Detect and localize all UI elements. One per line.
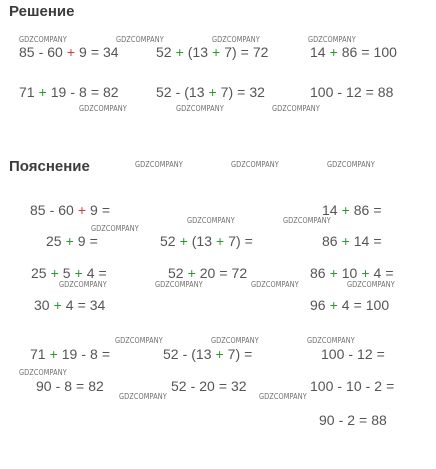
equation-term: 14	[353, 233, 370, 249]
solution-equation	[156, 44, 268, 60]
plus-sign: +	[329, 265, 338, 281]
equation-term: 100	[321, 346, 345, 362]
solution-equation	[156, 84, 265, 100]
equation-term: 4	[341, 297, 350, 313]
equation-term: 14	[310, 44, 326, 60]
explanation-equation	[36, 378, 104, 394]
equals-sign: =	[373, 202, 382, 218]
plus-sign: +	[77, 202, 87, 218]
equation-term: 88	[377, 84, 394, 100]
plus-sign: +	[215, 346, 224, 362]
plus-sign: +	[208, 84, 217, 100]
explanation-equation	[171, 378, 247, 394]
equation-term: 86	[310, 265, 326, 281]
equation-term: (13	[184, 84, 205, 100]
minus-sign: -	[49, 202, 55, 218]
plus-sign: +	[65, 233, 74, 249]
equation-term: 4	[86, 265, 95, 281]
equation-term: 4	[65, 297, 74, 313]
equals-sign: =	[237, 84, 246, 100]
equation-term: 32	[231, 378, 247, 394]
explanation-equation	[46, 233, 98, 249]
equation-term: 8	[90, 346, 98, 362]
explanation-equation	[322, 233, 382, 249]
watermark: GDZCOMPANY	[135, 160, 183, 169]
equation-term: 52	[160, 233, 176, 249]
watermark: GDZCOMPANY	[19, 35, 67, 44]
minus-sign: -	[55, 378, 61, 394]
plus-sign: +	[361, 265, 370, 281]
watermark: GDZCOMPANY	[155, 280, 203, 289]
equation-term: 2	[347, 412, 356, 428]
minus-sign: -	[81, 346, 87, 362]
watermark: GDZCOMPANY	[116, 35, 164, 44]
watermark: GDZCOMPANY	[251, 280, 299, 289]
explanation-equation	[322, 202, 382, 218]
solution-equation	[310, 84, 393, 100]
equation-term: 96	[310, 297, 326, 313]
equation-term: 52	[163, 346, 179, 362]
plus-sign: +	[49, 346, 58, 362]
minus-sign: -	[70, 84, 76, 100]
equation-term: 88	[371, 412, 387, 428]
plus-sign: +	[212, 44, 221, 60]
equation-term: (13	[191, 346, 212, 362]
plus-sign: +	[50, 265, 59, 281]
watermark: GDZCOMPANY	[91, 224, 139, 233]
solution-equation	[19, 44, 119, 60]
equals-sign: =	[219, 265, 228, 281]
explanation-equation	[321, 346, 385, 362]
equals-sign: =	[101, 346, 110, 362]
equals-sign: =	[90, 84, 99, 100]
equation-term: 8	[79, 84, 87, 100]
equals-sign: =	[373, 233, 382, 249]
equals-sign: =	[101, 202, 110, 218]
explanation-equation	[310, 378, 394, 394]
watermark: GDZCOMPANY	[187, 216, 235, 225]
plus-sign: +	[341, 233, 350, 249]
plus-sign: +	[329, 44, 338, 60]
watermark: GDZCOMPANY	[79, 104, 127, 113]
equation-term: 86	[353, 202, 370, 218]
equation-term: 71	[30, 346, 46, 362]
explanation-equation	[319, 412, 387, 428]
equation-term: 90	[36, 378, 52, 394]
equation-term: 86	[341, 44, 358, 60]
explanation-equation	[160, 233, 253, 249]
plus-sign: +	[179, 233, 188, 249]
watermark: GDZCOMPANY	[259, 392, 307, 401]
equation-term: 5	[62, 265, 71, 281]
equation-term: 85	[19, 44, 35, 60]
minus-sign: -	[365, 378, 371, 394]
equation-term: 10	[341, 265, 358, 281]
equation-term: 2	[374, 378, 383, 394]
equation-term: 34	[103, 44, 119, 60]
equation-term: 52	[171, 378, 187, 394]
equation-term: 85	[30, 202, 46, 218]
equation-term: 52	[168, 265, 184, 281]
equation-term: 100	[373, 44, 397, 60]
equation-term: 60	[58, 202, 74, 218]
equals-sign: =	[240, 44, 249, 60]
explanation-equation	[30, 346, 110, 362]
explanation-equation	[310, 297, 389, 313]
plus-sign: +	[329, 297, 338, 313]
explanation-equation	[163, 346, 252, 362]
equation-term: 12	[346, 84, 362, 100]
equation-term: 52	[156, 84, 172, 100]
solution-heading: Решение	[9, 3, 75, 20]
explanation-equation	[30, 202, 110, 218]
minus-sign: -	[182, 346, 188, 362]
plus-sign: +	[38, 84, 47, 100]
watermark: GDZCOMPANY	[283, 216, 331, 225]
equation-term: 7)	[220, 84, 234, 100]
equation-term: 82	[88, 378, 104, 394]
watermark: GDZCOMPANY	[308, 35, 356, 44]
equation-term: 30	[34, 297, 50, 313]
equals-sign: =	[90, 44, 99, 60]
equals-sign: =	[353, 297, 362, 313]
equation-term: 8	[64, 378, 73, 394]
equals-sign: =	[77, 297, 86, 313]
equation-term: 82	[103, 84, 119, 100]
equation-term: 9	[90, 202, 98, 218]
watermark: GDZCOMPANY	[347, 280, 395, 289]
equation-term: 25	[46, 233, 62, 249]
equation-term: 60	[47, 44, 63, 60]
equation-term: 10	[346, 378, 362, 394]
equals-sign: =	[365, 84, 374, 100]
equation-term: 100	[310, 84, 334, 100]
minus-sign: -	[338, 412, 344, 428]
equation-term: 100	[365, 297, 390, 313]
explanation-equation	[310, 265, 394, 281]
minus-sign: -	[348, 346, 354, 362]
plus-sign: +	[216, 233, 225, 249]
minus-sign: -	[175, 84, 181, 100]
equals-sign: =	[76, 378, 85, 394]
minus-sign: -	[337, 84, 343, 100]
equals-sign: =	[244, 346, 253, 362]
minus-sign: -	[190, 378, 196, 394]
equation-term: 71	[19, 84, 35, 100]
explanation-equation	[31, 265, 107, 281]
explanation-heading: Пояснение	[9, 158, 90, 175]
equation-term: (13	[187, 44, 208, 60]
equals-sign: =	[361, 44, 370, 60]
equation-term: 20	[199, 378, 215, 394]
equation-term: (13	[191, 233, 212, 249]
watermark: GDZCOMPANY	[176, 104, 224, 113]
watermark: GDZCOMPANY	[231, 160, 279, 169]
equation-term: 20	[199, 265, 216, 281]
equation-term: 19	[50, 84, 67, 100]
explanation-equation	[34, 297, 105, 313]
minus-sign: -	[38, 44, 44, 60]
watermark: GDZCOMPANY	[59, 280, 107, 289]
watermark: GDZCOMPANY	[272, 104, 320, 113]
equation-term: 9	[79, 44, 87, 60]
equation-term: 7)	[224, 44, 237, 60]
equals-sign: =	[244, 233, 253, 249]
equation-term: 100	[310, 378, 334, 394]
plus-sign: +	[175, 44, 184, 60]
equals-sign: =	[218, 378, 228, 394]
equation-term: 12	[357, 346, 373, 362]
equals-sign: =	[386, 378, 395, 394]
equation-term: 25	[31, 265, 47, 281]
equation-term: 19	[61, 346, 78, 362]
equals-sign: =	[89, 233, 98, 249]
equation-term: 86	[322, 233, 338, 249]
watermark: GDZCOMPANY	[19, 368, 67, 377]
equals-sign: =	[359, 412, 368, 428]
watermark: GDZCOMPANY	[211, 336, 259, 345]
equation-term: 90	[319, 412, 335, 428]
plus-sign: +	[74, 265, 83, 281]
plus-sign: +	[53, 297, 62, 313]
plus-sign: +	[66, 44, 76, 60]
watermark: GDZCOMPANY	[115, 336, 163, 345]
minus-sign: -	[337, 378, 343, 394]
equation-term: 72	[231, 265, 248, 281]
equation-term: 7)	[228, 233, 241, 249]
equation-term: 34	[89, 297, 106, 313]
equation-term: 9	[77, 233, 86, 249]
plus-sign: +	[187, 265, 196, 281]
equation-term: 32	[249, 84, 265, 100]
watermark: GDZCOMPANY	[307, 336, 355, 345]
watermark: GDZCOMPANY	[327, 160, 375, 169]
equation-term: 72	[252, 44, 269, 60]
explanation-equation	[168, 265, 247, 281]
equation-term: 52	[156, 44, 172, 60]
solution-equation	[310, 44, 397, 60]
watermark: GDZCOMPANY	[212, 35, 260, 44]
equation-term: 7)	[227, 346, 241, 362]
equals-sign: =	[385, 265, 394, 281]
solution-equation	[19, 84, 119, 100]
equals-sign: =	[376, 346, 385, 362]
equals-sign: =	[98, 265, 107, 281]
plus-sign: +	[341, 202, 350, 218]
equation-term: 14	[322, 202, 338, 218]
equation-term: 4	[373, 265, 382, 281]
watermark: GDZCOMPANY	[119, 392, 167, 401]
